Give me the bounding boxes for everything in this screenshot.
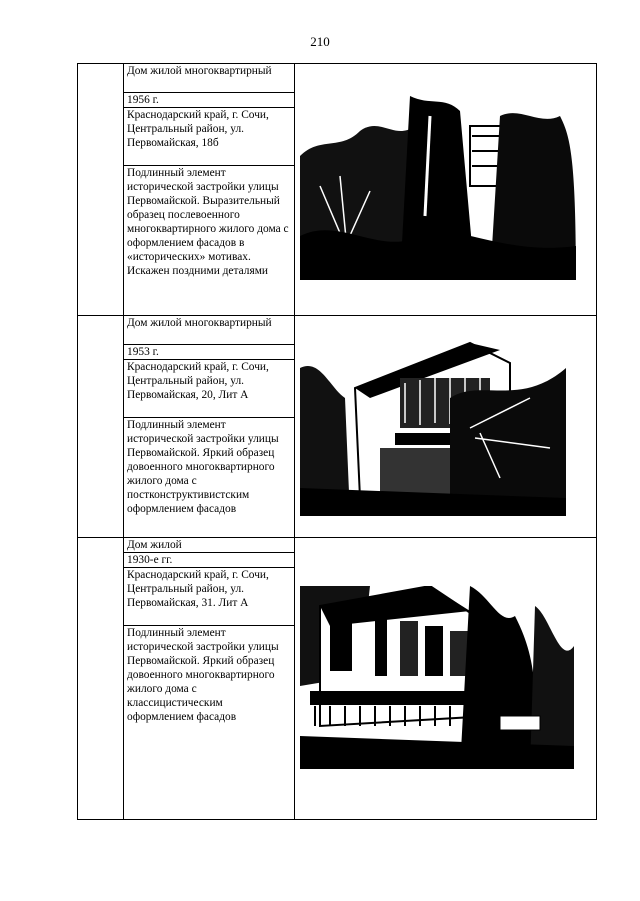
building-photo [300, 96, 576, 280]
info-cell [124, 538, 295, 820]
object-address: Краснодарский край, г. Сочи, Центральный район, ул. Первомайская, 31. Лит А [124, 568, 294, 626]
photo-cell [295, 64, 597, 316]
row-index-cell [78, 316, 124, 538]
object-description: Подлинный элемент исторической застройки улицы Первомайской. Яркий образец довоенного многоквартирного жилого дома с постконструктивистским оформлением фасадов [127, 419, 279, 515]
building-photo [300, 338, 566, 516]
page-number: 210 [310, 34, 330, 49]
photo-cell [295, 316, 597, 538]
building-photo [300, 586, 574, 769]
object-address: Краснодарский край, г. Сочи, Центральный район, ул. Первомайская, 18б [124, 108, 294, 166]
photo-cell [295, 538, 597, 820]
row-index-cell [78, 538, 124, 820]
info-cell [124, 64, 295, 316]
table-row [78, 538, 597, 820]
info-cell [124, 316, 295, 538]
row-index-cell [78, 64, 124, 316]
object-name: Дом жилой многоквартирный [124, 64, 294, 93]
table-row [78, 64, 597, 316]
object-date: 1930-е гг. [124, 553, 294, 568]
table-row [78, 316, 597, 538]
object-date: 1953 г. [124, 345, 294, 360]
object-description: Подлинный элемент исторической застройки улицы Первомайской. Выразительный образец послевоенного многоквартирного жилого дома с оформлением фасадов в «исторических» мотивах. Искажен поздними деталями [127, 167, 289, 277]
heritage-table [77, 63, 597, 820]
object-address: Краснодарский край, г. Сочи, Центральный район, ул. Первомайская, 20, Лит А [124, 360, 294, 418]
object-description: Подлинный элемент исторической застройки улицы Первомайской. Яркий образец довоенного многоквартирного жилого дома с классицистическим оформлением фасадов [127, 627, 279, 723]
object-name: Дом жилой [124, 538, 294, 553]
object-date: 1956 г. [124, 93, 294, 108]
object-name: Дом жилой многоквартирный [124, 316, 294, 345]
